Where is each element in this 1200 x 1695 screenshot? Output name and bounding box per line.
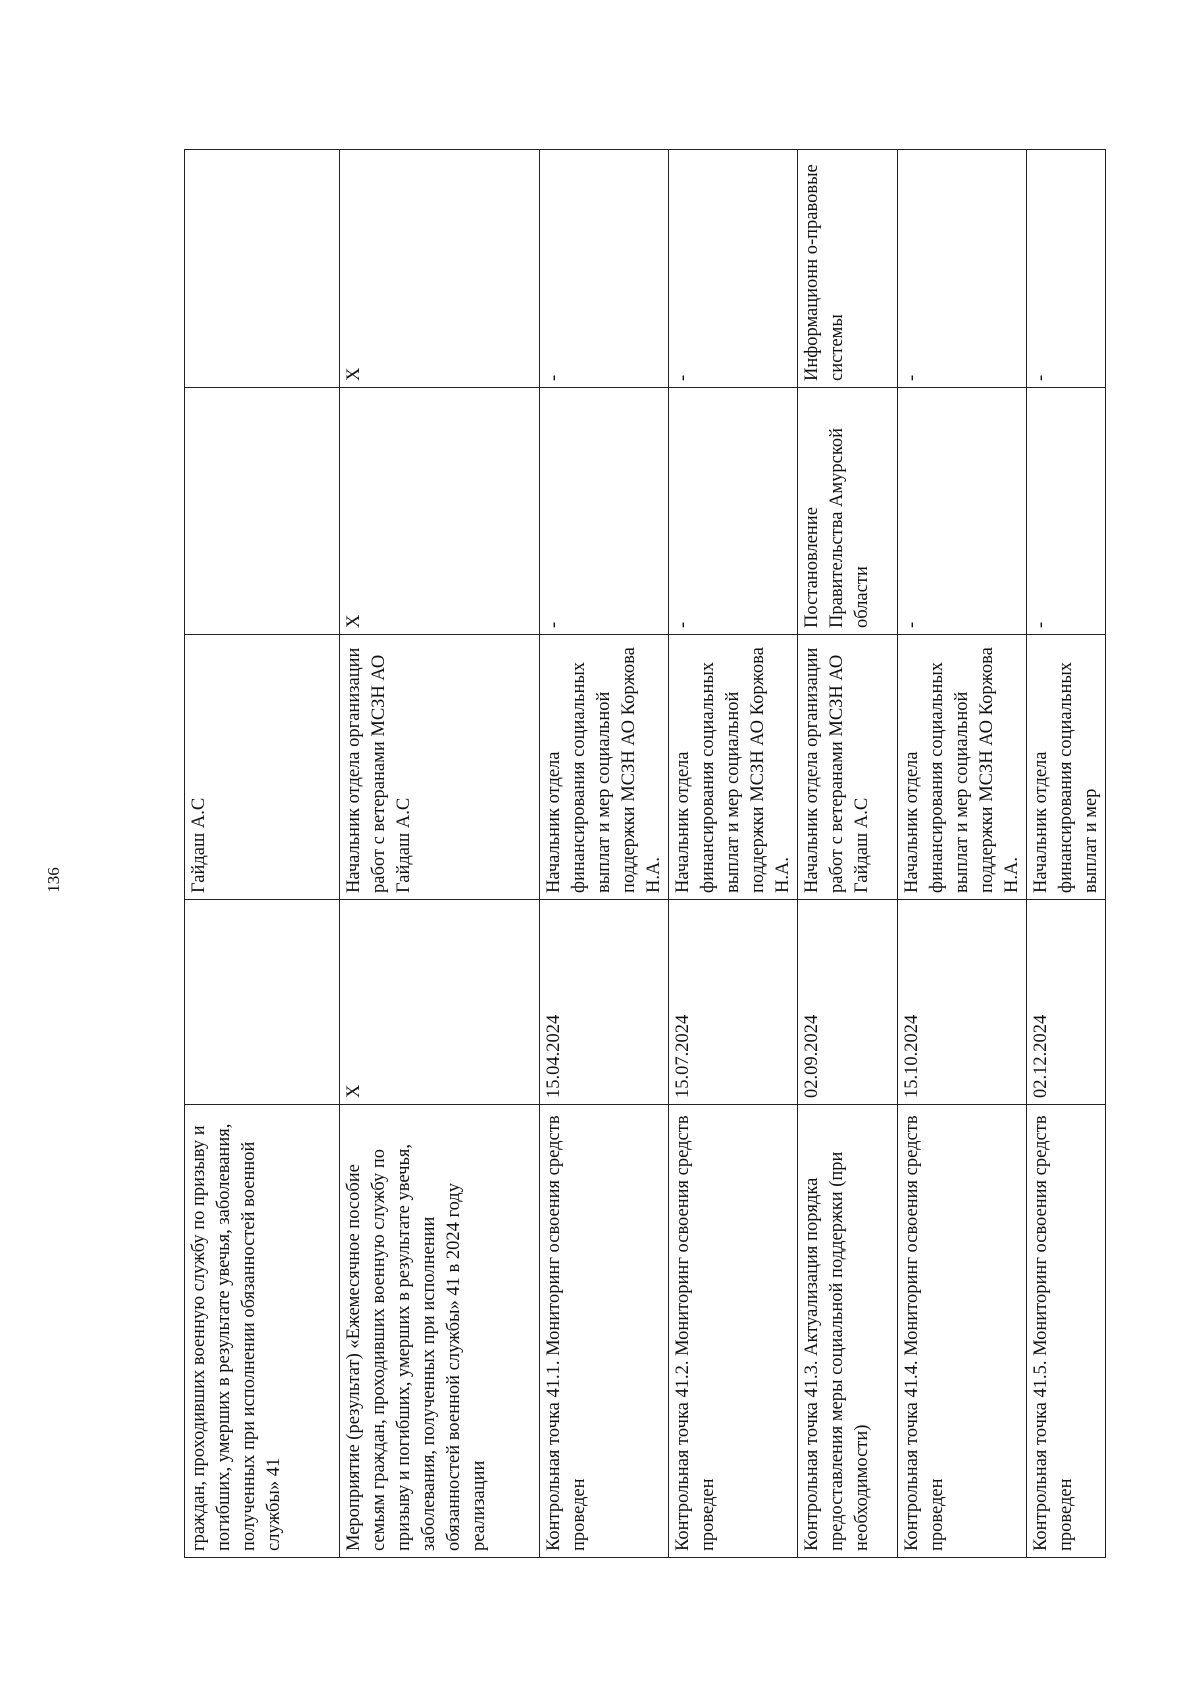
cell-responsible: Начальник отдела финансирования социальных выплат и мер [1027, 635, 1106, 900]
cell-info-system: Информационн о-правовые системы [798, 150, 898, 388]
cell-responsible: Начальник отдела финансирования социальных выплат и мер социальной поддержки МСЗН АО Коржова Н.А. [898, 635, 1027, 900]
cell-info-system: - [540, 150, 669, 388]
cell-date: 15.04.2024 [540, 900, 669, 1105]
cell-measure: Контрольная точка 41.5. Мониторинг освоения средств проведен [1027, 1105, 1106, 1558]
cell-measure: Мероприятие (результат) «Ежемесячное пособие семьям граждан, проходивших военную службу по призыву и погибших, умерших в результате увечья, заболевания, полученных при исполнении обязанностей военной службы» 41 в 2024 году реализации [340, 1105, 540, 1558]
table-row [185, 150, 340, 1558]
plan-table [184, 149, 1106, 1558]
cell-document: - [1027, 388, 1106, 635]
cell-info-system: - [898, 150, 1027, 388]
table-row [798, 150, 898, 1558]
cell-measure: Контрольная точка 41.2. Мониторинг освоения средств проведен [669, 1105, 798, 1558]
cell-responsible: Начальник отдела финансирования социальных выплат и мер социальной поддержки МСЗН АО Коржова Н.А. [540, 635, 669, 900]
cell-date [185, 900, 340, 1105]
table-row [1027, 150, 1106, 1558]
cell-info-system: - [1027, 150, 1106, 388]
rotated-table-wrapper [184, 150, 1101, 1558]
cell-document: - [669, 388, 798, 635]
table-row [340, 150, 540, 1558]
cell-document [185, 388, 340, 635]
cell-responsible: Начальник отдела организации работ с ветеранами МСЗН АО Гайдаш А.С [340, 635, 540, 900]
cell-measure: Контрольная точка 41.1. Мониторинг освоения средств проведен [540, 1105, 669, 1558]
cell-document: - [540, 388, 669, 635]
table-row [669, 150, 798, 1558]
cell-document: Постановление Правительства Амурской области [798, 388, 898, 635]
cell-responsible: Начальник отдела финансирования социальных выплат и мер социальной поддержки МСЗН АО Коржова Н.А. [669, 635, 798, 900]
page-number: 136 [44, 867, 63, 893]
cell-responsible: Гайдаш А.С [185, 635, 340, 900]
cell-date: 02.09.2024 [798, 900, 898, 1105]
cell-measure: Контрольная точка 41.3. Актуализация порядка предоставления меры социальной поддержки (при необходимости) [798, 1105, 898, 1558]
cell-date: X [340, 900, 540, 1105]
cell-document: X [340, 388, 540, 635]
cell-measure: Контрольная точка 41.4. Мониторинг освоения средств проведен [898, 1105, 1027, 1558]
cell-info-system [185, 150, 340, 388]
table-row [898, 150, 1027, 1558]
cell-responsible: Начальник отдела организации работ с ветеранами МСЗН АО Гайдаш А.С [798, 635, 898, 900]
cell-info-system: X [340, 150, 540, 388]
cell-document: - [898, 388, 1027, 635]
cell-measure: граждан, проходивших военную службу по призыву и погибших, умерших в результате увечья, заболевания, полученных при исполнении обязанностей военной службы» 41 [185, 1105, 340, 1558]
cell-date: 15.07.2024 [669, 900, 798, 1105]
table-row [540, 150, 669, 1558]
cell-info-system: - [669, 150, 798, 388]
cell-date: 02.12.2024 [1027, 900, 1106, 1105]
cell-date: 15.10.2024 [898, 900, 1027, 1105]
